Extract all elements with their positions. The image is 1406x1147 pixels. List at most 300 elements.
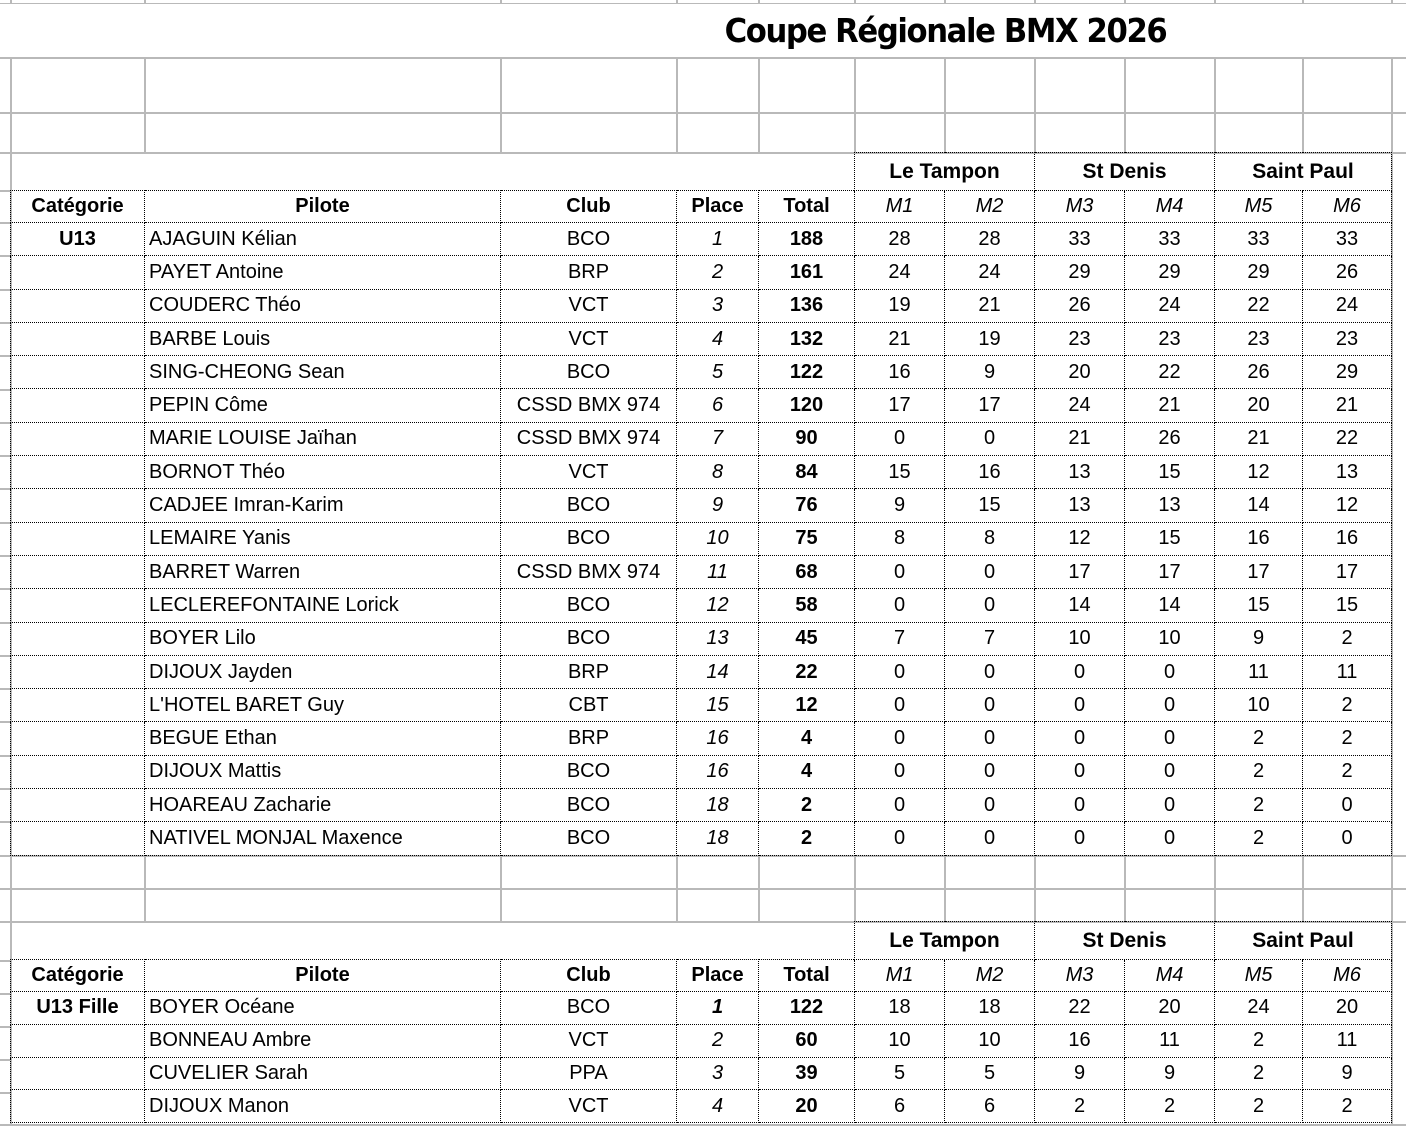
m6-cell: 11 — [1303, 655, 1392, 688]
m6-cell: 2 — [1303, 689, 1392, 722]
pilote-cell: L'HOTEL BARET Guy — [145, 689, 501, 722]
m3-cell: 0 — [1035, 722, 1125, 755]
m3-cell: 0 — [1035, 689, 1125, 722]
total-cell: 22 — [759, 655, 855, 688]
table-row — [11, 822, 1392, 855]
table-row — [11, 289, 1392, 322]
header-m5: M5 — [1215, 960, 1303, 992]
m2-cell: 0 — [945, 822, 1035, 855]
column-header-row — [11, 191, 1392, 223]
pilote-cell: BARRET Warren — [145, 555, 501, 588]
club-cell: CBT — [501, 689, 677, 722]
total-cell: 2 — [759, 789, 855, 822]
place-cell: 13 — [677, 622, 759, 655]
club-cell: VCT — [501, 322, 677, 355]
pilote-cell: AJAGUIN Kélian — [145, 223, 501, 256]
club-cell: BCO — [501, 356, 677, 389]
club-cell: BCO — [501, 822, 677, 855]
m2-cell: 0 — [945, 555, 1035, 588]
header-m6: M6 — [1303, 960, 1392, 992]
m1-cell: 16 — [855, 356, 945, 389]
total-cell: 188 — [759, 223, 855, 256]
club-cell: BCO — [501, 992, 677, 1025]
m6-cell: 11 — [1303, 1024, 1392, 1057]
place-cell: 3 — [677, 1057, 759, 1090]
m2-cell: 5 — [945, 1057, 1035, 1090]
m6-cell: 13 — [1303, 456, 1392, 489]
table-row — [11, 755, 1392, 788]
venue-le-tampon: Le Tampon — [855, 153, 1035, 191]
m5-cell: 29 — [1215, 256, 1303, 289]
m4-cell: 0 — [1125, 755, 1215, 788]
m1-cell: 10 — [855, 1024, 945, 1057]
place-cell: 16 — [677, 755, 759, 788]
m4-cell: 0 — [1125, 822, 1215, 855]
place-cell: 8 — [677, 456, 759, 489]
category-cell — [11, 389, 145, 422]
m2-cell: 0 — [945, 722, 1035, 755]
category-cell — [11, 689, 145, 722]
m6-cell: 33 — [1303, 223, 1392, 256]
m2-cell: 21 — [945, 289, 1035, 322]
m3-cell: 10 — [1035, 622, 1125, 655]
table-row — [11, 256, 1392, 289]
m2-cell: 19 — [945, 322, 1035, 355]
m6-cell: 17 — [1303, 555, 1392, 588]
club-cell: BCO — [501, 622, 677, 655]
table-row — [11, 655, 1392, 688]
header-m1: M1 — [855, 960, 945, 992]
table-row — [11, 522, 1392, 555]
m3-cell: 24 — [1035, 389, 1125, 422]
m2-cell: 0 — [945, 689, 1035, 722]
table-row — [11, 555, 1392, 588]
m4-cell: 9 — [1125, 1057, 1215, 1090]
m6-cell: 2 — [1303, 755, 1392, 788]
m6-cell: 12 — [1303, 489, 1392, 522]
m2-cell: 24 — [945, 256, 1035, 289]
m1-cell: 0 — [855, 555, 945, 588]
m5-cell: 23 — [1215, 322, 1303, 355]
m1-cell: 0 — [855, 789, 945, 822]
m2-cell: 0 — [945, 655, 1035, 688]
m2-cell: 0 — [945, 789, 1035, 822]
table-row — [11, 622, 1392, 655]
venue-header-row — [11, 153, 1392, 191]
m3-cell: 0 — [1035, 822, 1125, 855]
m1-cell: 0 — [855, 822, 945, 855]
total-cell: 58 — [759, 589, 855, 622]
m6-cell: 2 — [1303, 622, 1392, 655]
m6-cell: 0 — [1303, 822, 1392, 855]
category-cell — [11, 489, 145, 522]
club-cell: CSSD BMX 974 — [501, 389, 677, 422]
total-cell: 4 — [759, 722, 855, 755]
table-row — [11, 489, 1392, 522]
pilote-cell: DIJOUX Jayden — [145, 655, 501, 688]
m1-cell: 8 — [855, 522, 945, 555]
m3-cell: 33 — [1035, 223, 1125, 256]
category-cell: U13 Fille — [11, 992, 145, 1025]
m5-cell: 20 — [1215, 389, 1303, 422]
m2-cell: 9 — [945, 356, 1035, 389]
m3-cell: 21 — [1035, 422, 1125, 455]
total-cell: 39 — [759, 1057, 855, 1090]
results-table-u13-fille — [10, 921, 1392, 1123]
category-cell — [11, 589, 145, 622]
category-cell — [11, 655, 145, 688]
header-total: Total — [759, 191, 855, 223]
pilote-cell: BONNEAU Ambre — [145, 1024, 501, 1057]
category-cell — [11, 555, 145, 588]
m6-cell: 0 — [1303, 789, 1392, 822]
m5-cell: 2 — [1215, 822, 1303, 855]
m6-cell: 29 — [1303, 356, 1392, 389]
header-place: Place — [677, 191, 759, 223]
pilote-cell: BORNOT Théo — [145, 456, 501, 489]
total-cell: 84 — [759, 456, 855, 489]
header-m6: M6 — [1303, 191, 1392, 223]
column-header-row — [11, 960, 1392, 992]
category-cell — [11, 522, 145, 555]
pilote-cell: CADJEE Imran-Karim — [145, 489, 501, 522]
total-cell: 68 — [759, 555, 855, 588]
place-cell: 10 — [677, 522, 759, 555]
m1-cell: 0 — [855, 722, 945, 755]
header-club: Club — [501, 191, 677, 223]
venue-st-denis: St Denis — [1035, 922, 1215, 960]
place-cell: 12 — [677, 589, 759, 622]
m3-cell: 0 — [1035, 655, 1125, 688]
category-cell — [11, 1057, 145, 1090]
m3-cell: 23 — [1035, 322, 1125, 355]
m2-cell: 0 — [945, 422, 1035, 455]
pilote-cell: COUDERC Théo — [145, 289, 501, 322]
pilote-cell: HOAREAU Zacharie — [145, 789, 501, 822]
category-cell — [11, 755, 145, 788]
m3-cell: 20 — [1035, 356, 1125, 389]
m3-cell: 2 — [1035, 1090, 1125, 1123]
category-cell — [11, 622, 145, 655]
category-cell: U13 — [11, 223, 145, 256]
m4-cell: 15 — [1125, 522, 1215, 555]
m5-cell: 22 — [1215, 289, 1303, 322]
venue-saint-paul: Saint Paul — [1215, 922, 1392, 960]
pilote-cell: PEPIN Côme — [145, 389, 501, 422]
m4-cell: 0 — [1125, 722, 1215, 755]
m3-cell: 22 — [1035, 992, 1125, 1025]
m4-cell: 11 — [1125, 1024, 1215, 1057]
pilote-cell: PAYET Antoine — [145, 256, 501, 289]
pilote-cell: DIJOUX Manon — [145, 1090, 501, 1123]
m6-cell: 24 — [1303, 289, 1392, 322]
total-cell: 4 — [759, 755, 855, 788]
header-total: Total — [759, 960, 855, 992]
m3-cell: 0 — [1035, 789, 1125, 822]
table-row — [11, 992, 1392, 1025]
header-m2: M2 — [945, 960, 1035, 992]
header-m3: M3 — [1035, 960, 1125, 992]
m4-cell: 26 — [1125, 422, 1215, 455]
m5-cell: 10 — [1215, 689, 1303, 722]
total-cell: 2 — [759, 822, 855, 855]
m1-cell: 0 — [855, 689, 945, 722]
category-cell — [11, 1090, 145, 1123]
place-cell: 2 — [677, 1024, 759, 1057]
club-cell: BCO — [501, 489, 677, 522]
category-cell — [11, 789, 145, 822]
header-pilote: Pilote — [145, 960, 501, 992]
m4-cell: 10 — [1125, 622, 1215, 655]
m5-cell: 24 — [1215, 992, 1303, 1025]
club-cell: VCT — [501, 456, 677, 489]
m4-cell: 33 — [1125, 223, 1215, 256]
place-cell: 9 — [677, 489, 759, 522]
place-cell: 7 — [677, 422, 759, 455]
total-cell: 122 — [759, 992, 855, 1025]
m1-cell: 5 — [855, 1057, 945, 1090]
header-categorie: Catégorie — [11, 960, 145, 992]
place-cell: 11 — [677, 555, 759, 588]
header-categorie: Catégorie — [11, 191, 145, 223]
category-cell — [11, 1024, 145, 1057]
pilote-cell: BOYER Océane — [145, 992, 501, 1025]
table-row — [11, 1057, 1392, 1090]
header-m3: M3 — [1035, 191, 1125, 223]
category-cell — [11, 422, 145, 455]
club-cell: BCO — [501, 589, 677, 622]
place-cell: 6 — [677, 389, 759, 422]
venue-st-denis: St Denis — [1035, 153, 1215, 191]
m4-cell: 14 — [1125, 589, 1215, 622]
m1-cell: 9 — [855, 489, 945, 522]
header-place: Place — [677, 960, 759, 992]
pilote-cell: LECLEREFONTAINE Lorick — [145, 589, 501, 622]
place-cell: 4 — [677, 1090, 759, 1123]
place-cell: 15 — [677, 689, 759, 722]
m3-cell: 17 — [1035, 555, 1125, 588]
table-row — [11, 456, 1392, 489]
m4-cell: 29 — [1125, 256, 1215, 289]
m6-cell: 26 — [1303, 256, 1392, 289]
m4-cell: 2 — [1125, 1090, 1215, 1123]
m1-cell: 7 — [855, 622, 945, 655]
m5-cell: 2 — [1215, 1024, 1303, 1057]
m2-cell: 8 — [945, 522, 1035, 555]
m1-cell: 6 — [855, 1090, 945, 1123]
m2-cell: 7 — [945, 622, 1035, 655]
m5-cell: 15 — [1215, 589, 1303, 622]
m2-cell: 18 — [945, 992, 1035, 1025]
m2-cell: 17 — [945, 389, 1035, 422]
table-row — [11, 1024, 1392, 1057]
header-pilote: Pilote — [145, 191, 501, 223]
m1-cell: 0 — [855, 422, 945, 455]
total-cell: 132 — [759, 322, 855, 355]
total-cell: 76 — [759, 489, 855, 522]
pilote-cell: BEGUE Ethan — [145, 722, 501, 755]
total-cell: 122 — [759, 356, 855, 389]
club-cell: CSSD BMX 974 — [501, 422, 677, 455]
header-m1: M1 — [855, 191, 945, 223]
place-cell: 14 — [677, 655, 759, 688]
m6-cell: 15 — [1303, 589, 1392, 622]
m2-cell: 0 — [945, 589, 1035, 622]
m1-cell: 19 — [855, 289, 945, 322]
m2-cell: 15 — [945, 489, 1035, 522]
club-cell: VCT — [501, 289, 677, 322]
m4-cell: 15 — [1125, 456, 1215, 489]
m5-cell: 16 — [1215, 522, 1303, 555]
club-cell: BRP — [501, 722, 677, 755]
header-club: Club — [501, 960, 677, 992]
place-cell: 4 — [677, 322, 759, 355]
m3-cell: 14 — [1035, 589, 1125, 622]
header-m5: M5 — [1215, 191, 1303, 223]
club-cell: BCO — [501, 522, 677, 555]
m6-cell: 9 — [1303, 1057, 1392, 1090]
total-cell: 12 — [759, 689, 855, 722]
venue-saint-paul: Saint Paul — [1215, 153, 1392, 191]
place-cell: 3 — [677, 289, 759, 322]
m6-cell: 23 — [1303, 322, 1392, 355]
total-cell: 45 — [759, 622, 855, 655]
m3-cell: 29 — [1035, 256, 1125, 289]
table-row — [11, 356, 1392, 389]
place-cell: 18 — [677, 822, 759, 855]
m3-cell: 12 — [1035, 522, 1125, 555]
total-cell: 20 — [759, 1090, 855, 1123]
total-cell: 75 — [759, 522, 855, 555]
results-table-u13 — [10, 152, 1392, 856]
m5-cell: 14 — [1215, 489, 1303, 522]
m3-cell: 13 — [1035, 489, 1125, 522]
page-title: Coupe Régionale BMX 2026 — [724, 11, 1167, 50]
m6-cell: 22 — [1303, 422, 1392, 455]
m1-cell: 18 — [855, 992, 945, 1025]
place-cell: 1 — [677, 992, 759, 1025]
m2-cell: 6 — [945, 1090, 1035, 1123]
m6-cell: 21 — [1303, 389, 1392, 422]
category-cell — [11, 456, 145, 489]
table-row — [11, 389, 1392, 422]
club-cell: VCT — [501, 1024, 677, 1057]
category-cell — [11, 822, 145, 855]
m4-cell: 0 — [1125, 689, 1215, 722]
m4-cell: 0 — [1125, 789, 1215, 822]
m1-cell: 15 — [855, 456, 945, 489]
m6-cell: 2 — [1303, 1090, 1392, 1123]
place-cell: 2 — [677, 256, 759, 289]
total-cell: 60 — [759, 1024, 855, 1057]
category-cell — [11, 289, 145, 322]
m5-cell: 11 — [1215, 655, 1303, 688]
venue-header-row — [11, 922, 1392, 960]
m6-cell: 20 — [1303, 992, 1392, 1025]
club-cell: BCO — [501, 223, 677, 256]
club-cell: BCO — [501, 789, 677, 822]
m3-cell: 0 — [1035, 755, 1125, 788]
category-cell — [11, 256, 145, 289]
table-row — [11, 689, 1392, 722]
m4-cell: 0 — [1125, 655, 1215, 688]
m3-cell: 9 — [1035, 1057, 1125, 1090]
club-cell: BRP — [501, 256, 677, 289]
m4-cell: 13 — [1125, 489, 1215, 522]
m4-cell: 23 — [1125, 322, 1215, 355]
m3-cell: 16 — [1035, 1024, 1125, 1057]
m5-cell: 2 — [1215, 1057, 1303, 1090]
m2-cell: 10 — [945, 1024, 1035, 1057]
total-cell: 161 — [759, 256, 855, 289]
header-m4: M4 — [1125, 960, 1215, 992]
m1-cell: 24 — [855, 256, 945, 289]
pilote-cell: BARBE Louis — [145, 322, 501, 355]
m1-cell: 17 — [855, 389, 945, 422]
m1-cell: 0 — [855, 589, 945, 622]
total-cell: 90 — [759, 422, 855, 455]
table-row — [11, 322, 1392, 355]
m5-cell: 12 — [1215, 456, 1303, 489]
club-cell: VCT — [501, 1090, 677, 1123]
m1-cell: 28 — [855, 223, 945, 256]
table-row — [11, 1090, 1392, 1123]
total-cell: 136 — [759, 289, 855, 322]
m4-cell: 17 — [1125, 555, 1215, 588]
m2-cell: 16 — [945, 456, 1035, 489]
club-cell: BRP — [501, 655, 677, 688]
m2-cell: 28 — [945, 223, 1035, 256]
pilote-cell: NATIVEL MONJAL Maxence — [145, 822, 501, 855]
m3-cell: 13 — [1035, 456, 1125, 489]
category-cell — [11, 722, 145, 755]
m1-cell: 0 — [855, 755, 945, 788]
pilote-cell: MARIE LOUISE Jaïhan — [145, 422, 501, 455]
m1-cell: 21 — [855, 322, 945, 355]
pilote-cell: CUVELIER Sarah — [145, 1057, 501, 1090]
m5-cell: 33 — [1215, 223, 1303, 256]
m5-cell: 26 — [1215, 356, 1303, 389]
m5-cell: 9 — [1215, 622, 1303, 655]
pilote-cell: BOYER Lilo — [145, 622, 501, 655]
table-row — [11, 589, 1392, 622]
m6-cell: 2 — [1303, 722, 1392, 755]
table-row — [11, 789, 1392, 822]
venue-le-tampon: Le Tampon — [855, 922, 1035, 960]
m5-cell: 2 — [1215, 789, 1303, 822]
m3-cell: 26 — [1035, 289, 1125, 322]
club-cell: BCO — [501, 755, 677, 788]
m5-cell: 2 — [1215, 1090, 1303, 1123]
m4-cell: 24 — [1125, 289, 1215, 322]
pilote-cell: LEMAIRE Yanis — [145, 522, 501, 555]
m6-cell: 16 — [1303, 522, 1392, 555]
place-cell: 18 — [677, 789, 759, 822]
place-cell: 1 — [677, 223, 759, 256]
m5-cell: 2 — [1215, 722, 1303, 755]
m2-cell: 0 — [945, 755, 1035, 788]
m5-cell: 2 — [1215, 755, 1303, 788]
category-cell — [11, 322, 145, 355]
m5-cell: 17 — [1215, 555, 1303, 588]
m4-cell: 22 — [1125, 356, 1215, 389]
category-cell — [11, 356, 145, 389]
pilote-cell: DIJOUX Mattis — [145, 755, 501, 788]
place-cell: 5 — [677, 356, 759, 389]
place-cell: 16 — [677, 722, 759, 755]
club-cell: CSSD BMX 974 — [501, 555, 677, 588]
table-row — [11, 223, 1392, 256]
